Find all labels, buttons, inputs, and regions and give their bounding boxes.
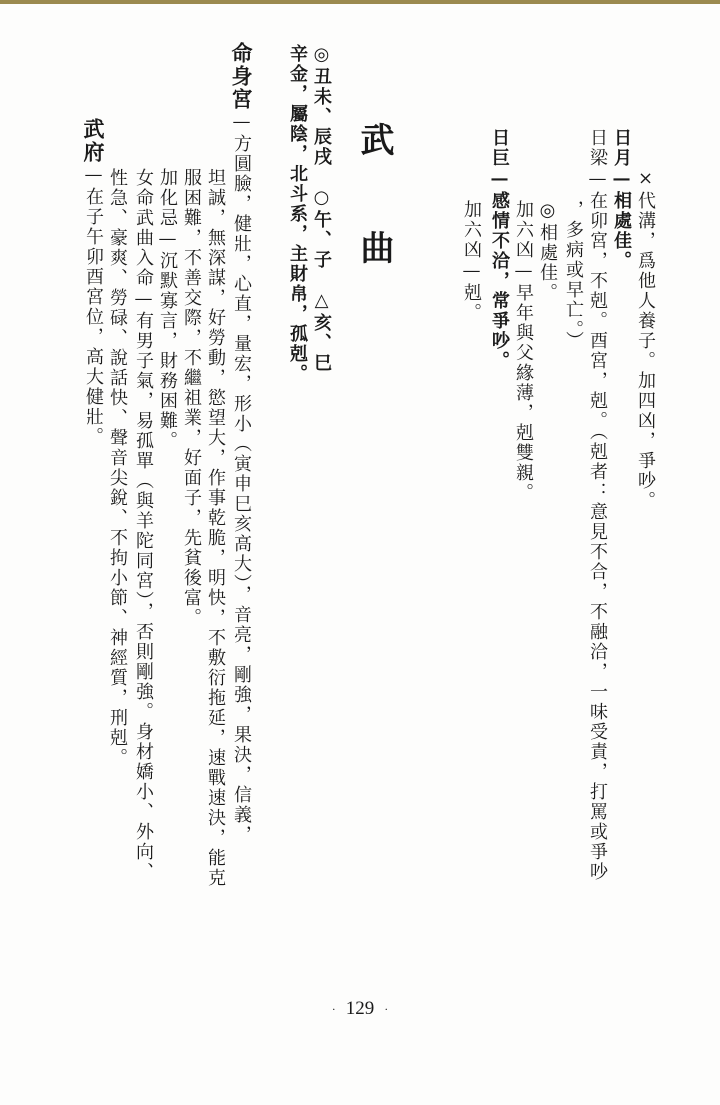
- text-column-15: 女命武曲入命—有男子氣，易孤單（與羊陀同宮），否則剛強。身材嬌小、外向、: [133, 168, 154, 882]
- text-column-9: ◎丑未、辰戌 ○午、子 △亥、巳: [311, 44, 332, 373]
- text-column-5: ◎相處佳。: [537, 200, 558, 303]
- text-column-6: 加六凶—早年與父緣薄，剋雙親。: [513, 200, 534, 503]
- text-column-11: 命身宮—方圓臉，健壯，心直，量宏，形小（寅申巳亥高大），音亮，剛強，果決，信義，: [229, 42, 253, 845]
- chapter-title: 武 曲: [354, 122, 394, 284]
- text-column-3: 日梁—在卯宮，不剋。酉宮，剋。（剋者：意見不合，不融洽，一味受責，打罵或爭吵: [587, 128, 608, 882]
- text-column-2: 日月—相處佳。: [611, 128, 632, 271]
- section-heading-wu-fu: 武府: [81, 118, 105, 164]
- section-heading-ming-shen: 命身宮: [229, 42, 253, 111]
- text-column-14: 加化忌—沉默寡言，財務困難。: [157, 168, 178, 451]
- book-page: [0, 4, 720, 1105]
- text-column-16: 性急、豪爽、勞碌、說話快、聲音尖銳、不拘小節、神經質，刑剋。: [107, 168, 128, 768]
- text-column-10: 辛金，屬陰，北斗系，主財帛，孤剋。: [287, 44, 308, 384]
- text-column-7: 日巨—感情不洽，常爭吵。: [489, 128, 510, 371]
- text-column-13: 服困難，不善交際，不繼祖業，好面子，先貧後富。: [181, 168, 202, 628]
- text-column-4: ，多病或早亡。）: [563, 200, 584, 351]
- text-column-1: ×代溝，爲他人養子。加四凶，爭吵。: [635, 168, 656, 511]
- text-column-8: 加六凶—剋。: [461, 200, 482, 323]
- text-column-17: 武府—在子午卯酉宮位，高大健壯。: [81, 118, 105, 447]
- text-column-12: 坦誠，無深謀，好勞動，慾望大，作事乾脆，明快，不敷衍拖延，速戰速決，能克: [205, 168, 226, 888]
- page-number: · 129 ·: [331, 998, 389, 1019]
